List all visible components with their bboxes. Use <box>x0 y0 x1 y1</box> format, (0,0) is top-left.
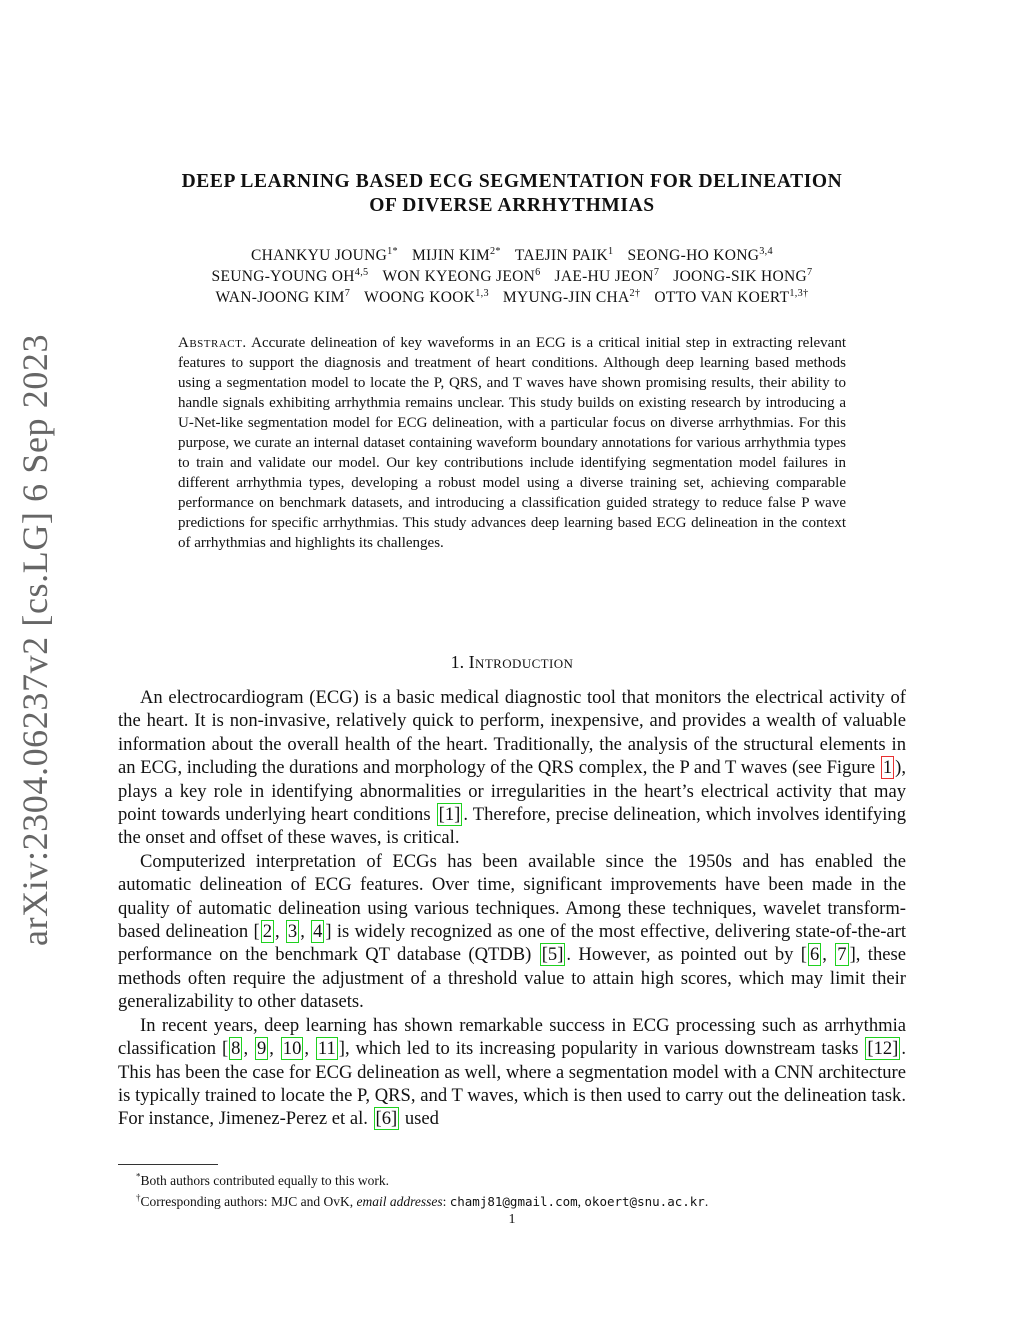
author-name-text: WON KYEONG JEON <box>382 268 536 285</box>
author-name <box>382 268 540 285</box>
paragraph-text: . Therefore, precise delineation, which involves identifying the onset and offset of these waves, is critical. <box>118 804 906 849</box>
email-link-2[interactable]: okoert@snu.ac.kr <box>584 1194 705 1209</box>
author-name-text: OTTO VAN KOERT <box>654 289 790 306</box>
author-affiliation: 2* <box>490 245 501 257</box>
author-name-text: WAN-JOONG KIM <box>215 289 345 306</box>
page-number: 1 <box>508 1212 516 1227</box>
paragraph-text: In recent years, deep learning has shown remarkable success in ECG processing such as arrhythmia classification [ <box>118 1014 906 1060</box>
author-line <box>118 266 906 287</box>
author-affiliation: 1 <box>608 245 614 257</box>
paragraph-text: . This has been the case for ECG delineation as well, where a segmentation model with a CNN architecture is typically trained to locate the P, QRS, and T waves, which is then used to carry out the delineation task. For instance, Jimenez-Perez et al. <box>118 1038 907 1130</box>
paragraph-text: used <box>400 1108 439 1130</box>
author-affiliation: 7 <box>653 266 660 278</box>
author-name <box>673 268 812 285</box>
author-name-text: SEUNG-YOUNG OH <box>211 268 355 285</box>
citation-link[interactable]: 7 <box>837 944 847 966</box>
citation-link[interactable]: 3 <box>287 921 298 943</box>
paragraph <box>118 1014 906 1131</box>
citation-link[interactable]: 6 <box>810 944 820 966</box>
paragraph <box>118 686 906 850</box>
paragraph-text: Computerized interpretation of ECGs has been available since the 1950s and has enabled the automatic delineation of ECG features. Over time, significant improvements have been made in the quality of automatic delineation using various techniques. Among these techniques, wavelet transform-based delineation [ <box>118 850 906 943</box>
citation-link[interactable]: [6] <box>375 1108 398 1130</box>
author-affiliation: 7 <box>807 266 813 278</box>
footnote-equal-contribution <box>136 1170 906 1191</box>
footnote-colon: : <box>442 1194 450 1209</box>
author-affiliation: 2† <box>629 287 641 299</box>
section-number: 1. <box>450 652 465 672</box>
author-name <box>212 268 369 285</box>
author-affiliation: 6 <box>535 266 541 278</box>
paragraph <box>118 850 906 1014</box>
author-name-text: CHANKYU JOUNG <box>251 247 388 264</box>
author-name <box>412 247 501 264</box>
author-name-text: WOONG KOOK <box>364 289 476 306</box>
author-name <box>251 247 398 264</box>
paragraph-text: ] is widely recognized as one of the most effective, delivering state-of-the-art performance on the benchmark QT database (QTDB) <box>118 921 907 966</box>
author-name-text: SEONG-HO KONG <box>627 247 760 264</box>
footnote-text: Both authors contributed equally to this work. <box>140 1173 390 1188</box>
paragraph-text: An electrocardiogram (ECG) is a basic medical diagnostic tool that monitors the electrical activity of the heart. It is non-invasive, relatively quick to perform, inexpensive, and provides a wealth of valuable information about the overall health of the heart. Traditionally, the analysis of the structural elements in an ECG, including the durations and morphology of the QRS complex, the P and T waves (see Figure <box>118 687 906 779</box>
citation-link[interactable]: 4 <box>313 921 323 943</box>
abstract-label: Abstract. <box>178 335 247 351</box>
abstract <box>178 333 846 553</box>
footnote-emphasis: email addresses <box>356 1194 443 1209</box>
title-line: OF DIVERSE ARRHYTHMIAS <box>369 195 655 216</box>
citation-link[interactable]: 8 <box>231 1038 241 1060</box>
paragraph-text: , <box>274 921 285 943</box>
paragraph-text: ], these methods often require the adjustment of a threshold value to attain high scores, which may limit their generalizability to other datasets. <box>118 944 906 1013</box>
author-list <box>118 245 906 308</box>
section-heading <box>118 652 906 673</box>
author-affiliation: 3,4 <box>759 245 773 257</box>
author-affiliation: 1,3† <box>789 287 809 299</box>
author-name-text: MIJIN KIM <box>411 247 491 264</box>
paragraph-text: , <box>243 1038 254 1060</box>
email-link-1[interactable]: chamj81@gmail.com <box>449 1194 578 1209</box>
author-line <box>118 287 906 308</box>
citation-link[interactable]: [5] <box>541 944 564 966</box>
footnote-end: . <box>704 1194 709 1209</box>
footnote-mark: † <box>136 1192 141 1203</box>
citation-link[interactable]: [1] <box>438 804 461 826</box>
author-affiliation: 1* <box>387 245 398 257</box>
title-line: DEEP LEARNING BASED ECG SEGMENTATION FOR DELINEATION <box>181 171 843 192</box>
author-name <box>364 289 489 306</box>
footnote-text: Corresponding authors: MJC and OvK, <box>140 1194 357 1209</box>
author-name <box>555 268 660 285</box>
footnote-mark: * <box>136 1171 141 1182</box>
citation-link[interactable]: 2 <box>262 921 272 943</box>
footnote-rule <box>118 1164 218 1165</box>
author-name <box>654 289 808 306</box>
author-name <box>515 247 614 264</box>
author-name-text: JAE-HU JEON <box>554 268 654 285</box>
author-name-text: JOONG-SIK HONG <box>673 268 808 285</box>
footnotes <box>136 1170 906 1212</box>
paper-title <box>118 170 906 218</box>
author-name <box>216 289 351 306</box>
author-affiliation: 4,5 <box>354 266 369 278</box>
paragraph-text: ), plays a key role in identifying abnormalities or irregularities in the heart’s electrical activity that may point towards underlying heart conditions <box>118 757 906 826</box>
body-text <box>118 686 906 1131</box>
arxiv-identifier: arXiv:2304.06237v2 [cs.LG] 6 Sep 2023 <box>15 333 55 946</box>
paragraph-text: , <box>269 1038 280 1060</box>
abstract-text: Accurate delineation of key waveforms in an ECG is a critical initial step in extracting relevant features to support the diagnosis and treatment of heart conditions. Although deep learning based methods using a segmentation model to locate the P, QRS, and T waves have shown promising results, their ability to handle signals exhibiting arrhythmia remains unclear. This study builds on existing research by introducing a U-Net-like segmentation model for ECG delineation, with a particular focus on diverse arrhythmias. For this purpose, we curate an internal dataset containing waveform boundary annotations for various arrhythmia types to train and validate our model. Our key contributions include identifying segmentation model failures in different arrhythmia types, developing a robust model using a diverse training set, achieving comparable performance on benchmark datasets, and introducing a classification guided strategy to reduce false P wave predictions for specific arrhythmias. This study advances deep learning based ECG delineation in the context of arrhythmias and highlights its challenges. <box>178 335 846 551</box>
paragraph-text: , <box>304 1038 315 1060</box>
author-name <box>627 247 772 264</box>
section-title: Introduction <box>468 652 574 672</box>
paragraph-text: , <box>822 944 835 966</box>
citation-link[interactable]: 11 <box>317 1038 336 1060</box>
citation-link[interactable]: [12] <box>867 1038 899 1060</box>
author-name-text: MYUNG-JIN CHA <box>502 289 630 306</box>
figure-link[interactable]: 1 <box>882 757 893 779</box>
author-line <box>118 245 906 266</box>
paragraph-text: , <box>300 921 311 943</box>
citation-link[interactable]: 9 <box>256 1038 267 1060</box>
author-name-text: TAEJIN PAIK <box>514 247 609 264</box>
footnote-corresponding <box>136 1191 906 1212</box>
author-name <box>503 289 640 306</box>
footnote-separator: , <box>577 1194 585 1209</box>
paragraph-text: ], which led to its increasing popularity in various downstream tasks <box>338 1038 865 1060</box>
paragraph-text: . However, as pointed out by [ <box>566 944 807 966</box>
author-affiliation: 7 <box>344 287 351 299</box>
citation-link[interactable]: 10 <box>282 1038 302 1060</box>
author-affiliation: 1,3 <box>475 287 489 299</box>
